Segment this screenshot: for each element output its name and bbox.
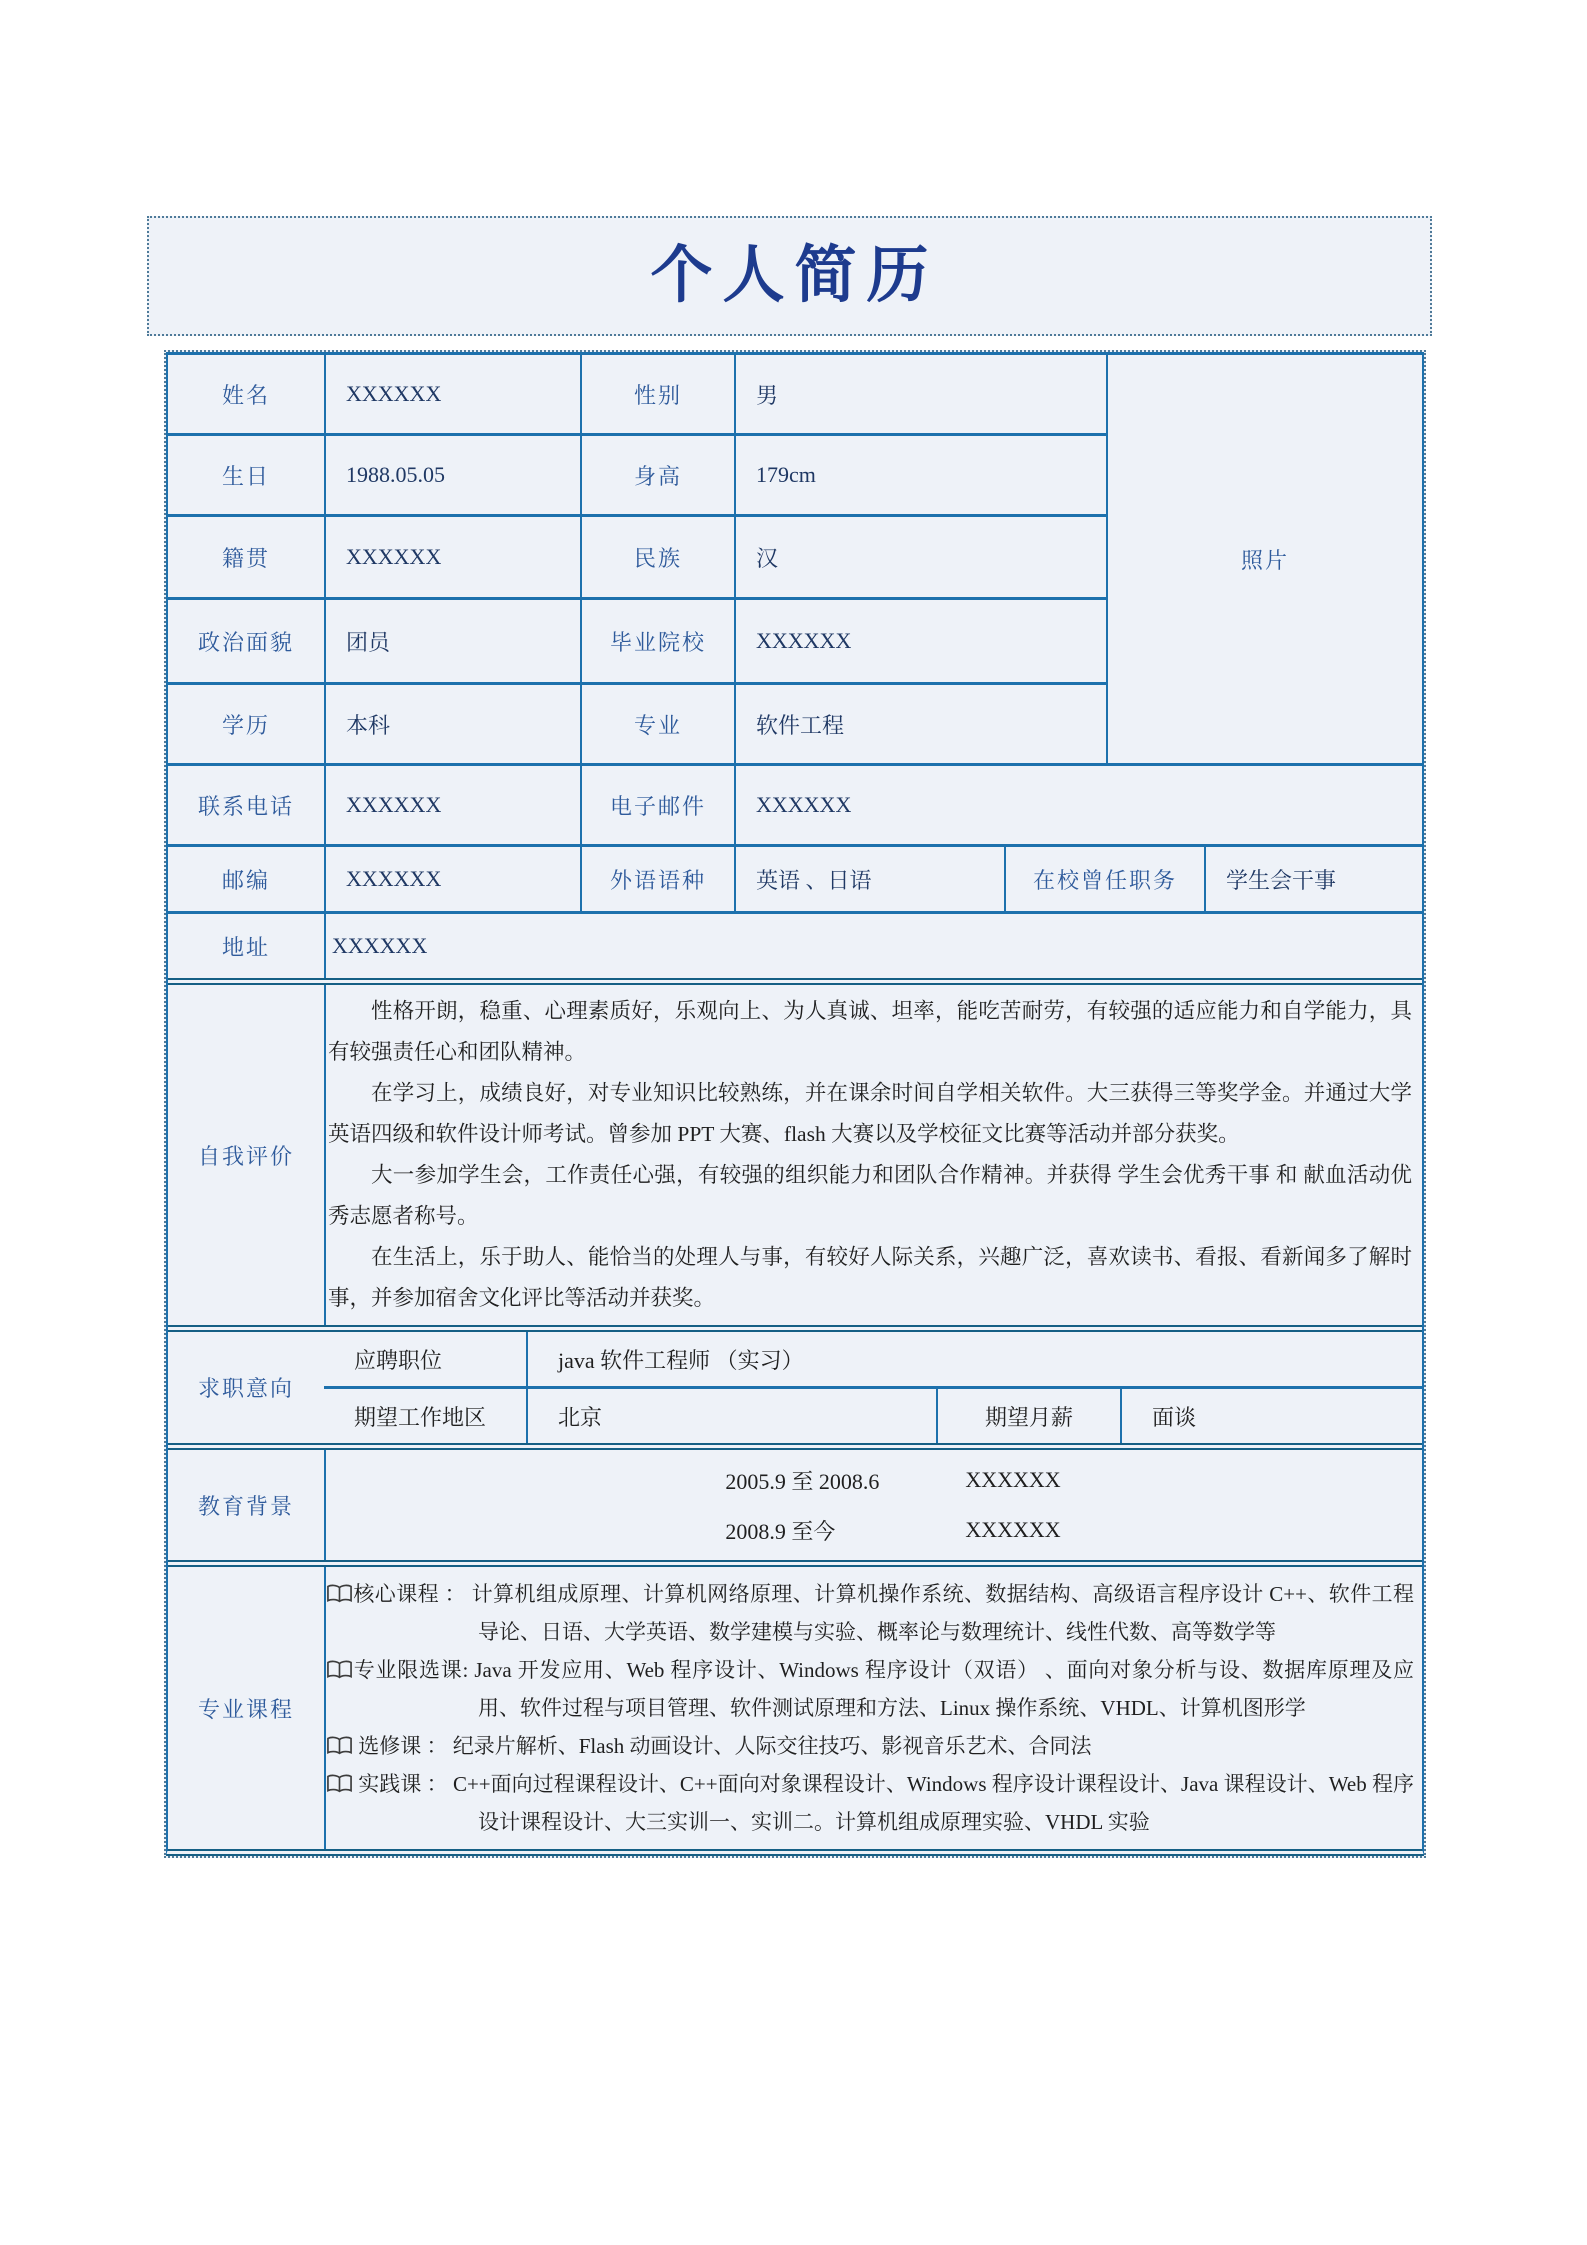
course-category: 专业限选课: [353,1658,475,1682]
expected-region-value: 北京 [526,1389,936,1443]
name-value: XXXXXX [324,355,580,433]
resume-table-frame [164,350,1426,1858]
table-row [168,433,1106,514]
postal-code-label: 邮编 [221,867,270,893]
gender-value: 男 [734,355,1106,433]
self-evaluation-section [168,978,1422,1325]
native-place-value: XXXXXX [324,517,580,597]
expected-salary-value: 面谈 [1120,1389,1422,1443]
table-row [324,1386,1422,1443]
address-value: XXXXXX [324,914,1422,978]
open-book-icon [326,1584,353,1604]
postal-code-value: XXXXXX [324,847,580,911]
resume-table [166,352,1424,1856]
graduate-school-value: XXXXXX [734,600,1106,682]
course-list: 计算机组成原理、计算机网络原理、计算机操作系统、数据结构、高级语言程序设计 C++、软件工程导论、日语、大学英语、数学建模与实验、概率论与数理统计、线性代数、高等数学等 [471,1582,1414,1644]
table-row [168,844,1422,911]
course-item [326,1765,1414,1841]
job-intention-label: 求职意向 [197,1376,294,1401]
gender-label: 性别 [580,355,734,433]
photo-placeholder: 照片 [1106,355,1422,763]
self-evaluation-paragraph: 在学习上，成绩良好，对专业知识比较熟练，并在课余时间自学相关软件。大三获得三等奖学金。并通过大学英语四级和软件设计师考试。曾参加 PPT 大赛、flash 大赛以及学校征文比赛等活动并部分获奖。 [328,1081,1412,1146]
graduate-school-label: 毕业院校 [580,600,734,682]
page-title: 个人简历 [650,242,939,310]
height-value: 179cm [734,436,1106,514]
course-category: 实践课 ： [353,1772,453,1796]
foreign-language-value: 英语 、日语 [734,847,1004,911]
degree-value: 本科 [324,685,580,763]
table-row [168,355,1106,433]
political-status-value: 团员 [324,600,580,682]
major-label: 专业 [580,685,734,763]
open-book-icon [326,1736,353,1756]
height-label: 身高 [580,436,734,514]
table-row [168,763,1422,844]
job-intention-grid [324,1332,1422,1443]
course-list: Java 开发应用、Web 程序设计、Windows 程序设计（双语） 、面向对象分析与设、数据库原理及应用、软件过程与项目管理、软件测试原理和方法、Linux 操作系统、VHDL、计算机图形学 [474,1658,1414,1720]
email-label: 电子邮件 [580,766,734,844]
table-row [168,597,1106,682]
education-school: XXXXXX [965,1517,1061,1542]
table-row [168,682,1106,763]
school-position-value: 学生会干事 [1204,847,1422,911]
phone-value: XXXXXX [324,766,580,844]
table-row [168,911,1422,978]
education-period: 2005.9 至 2008.6 [725,1468,880,1494]
birthday-label: 生日 [221,463,270,489]
education-label: 教育背景 [197,1493,294,1519]
course-item [326,1727,1414,1765]
degree-label: 学历 [221,712,270,738]
self-evaluation-paragraph: 性格开朗，稳重、心理素质好，乐观向上、为人真诚、坦率，能吃苦耐劳，有较强的适应能力和自学能力，具有较强责任心和团队精神。 [328,999,1412,1064]
applied-position-label: 应聘职位 [354,1347,443,1373]
course-category: 核心课程 ： [353,1582,472,1606]
name-label: 姓名 [221,382,270,408]
course-list: C++面向过程课程设计、C++面向对象课程设计、Windows 程序设计课程设计、Java 课程设计、Web 程序设计课程设计、大三实训一、实训二。计算机组成原理实验、VHDL 实验 [452,1772,1415,1834]
expected-salary-label: 期望月薪 [936,1389,1120,1443]
expected-region-label: 期望工作地区 [354,1404,487,1430]
course-item [326,1651,1414,1727]
education-school: XXXXXX [965,1467,1061,1492]
course-item [326,1575,1414,1651]
birthday-value: 1988.05.05 [324,436,580,514]
self-evaluation-paragraph: 在生活上，乐于助人、能恰当的处理人与事，有较好人际关系，兴趣广泛，喜欢读书、看报、看新闻多了解时事，并参加宿舍文化评比等活动并获奖。 [328,1245,1412,1310]
education-section [168,1443,1422,1560]
education-period: 2008.9 至今 [725,1518,836,1544]
course-category: 选修课 ： [353,1734,453,1758]
school-position-label: 在校曾任职务 [1004,847,1204,911]
education-item [725,1505,1060,1555]
phone-label: 联系电话 [197,793,294,819]
foreign-language-label: 外语语种 [580,847,734,911]
address-label: 地址 [221,934,270,960]
self-evaluation-label: 自我评价 [197,1143,294,1169]
courses-label: 专业课程 [197,1696,294,1722]
email-value: XXXXXX [734,766,1422,844]
table-row [168,514,1106,597]
self-evaluation-paragraph: 大一参加学生会，工作责任心强，有较强的组织能力和团队合作精神。并获得 学生会优秀干事 和 献血活动优秀志愿者称号。 [328,1163,1412,1228]
native-place-label: 籍贯 [221,545,270,571]
self-evaluation-content [324,985,1422,1325]
table-row [324,1332,1422,1386]
job-intention-section [168,1325,1422,1443]
education-item [725,1455,1060,1505]
political-status-label: 政治面貌 [197,629,294,655]
applied-position-value: java 软件工程师 （实习） [526,1332,1422,1386]
resume-title-box [147,216,1432,336]
course-list: 纪录片解析、Flash 动画设计、人际交往技巧、影视音乐艺术、合同法 [452,1734,1092,1758]
courses-content [324,1567,1422,1849]
courses-section [168,1560,1422,1849]
major-value: 软件工程 [734,685,1106,763]
open-book-icon [326,1660,353,1680]
education-content [324,1450,1422,1560]
ethnicity-value: 汉 [734,517,1106,597]
open-book-icon [326,1774,353,1794]
ethnicity-label: 民族 [580,517,734,597]
